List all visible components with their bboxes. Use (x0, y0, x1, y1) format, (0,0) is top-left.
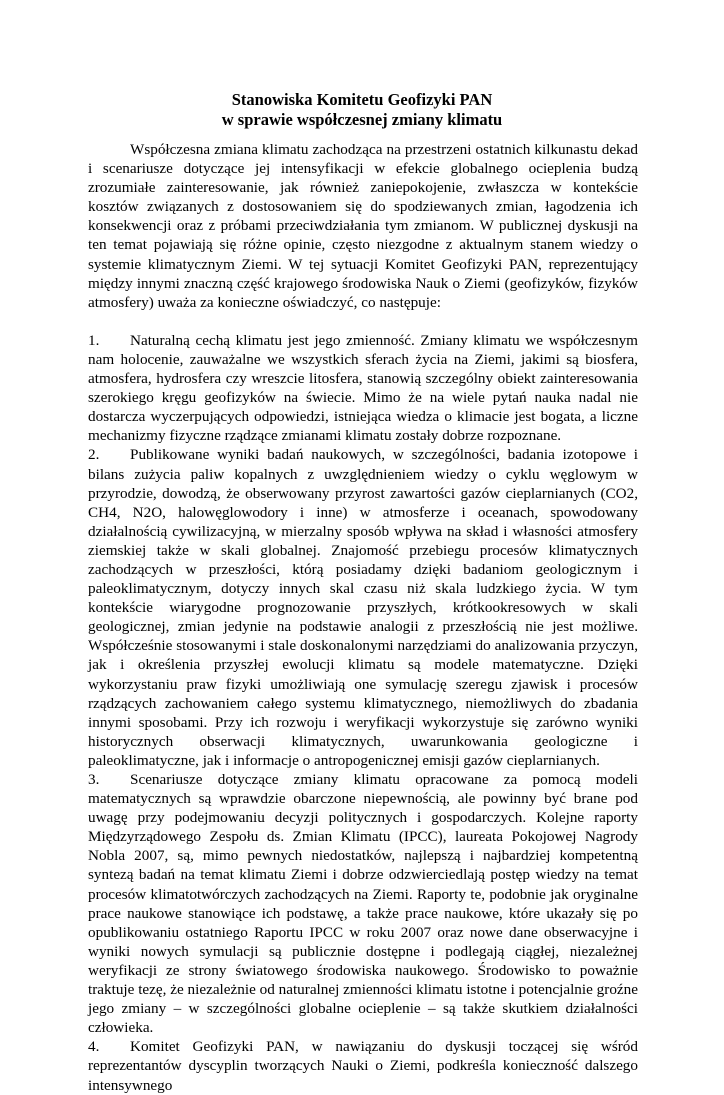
title-block (90, 90, 634, 130)
point-number: 4. (88, 1038, 100, 1056)
point-text: Komitet Geofizyki PAN, w nawiązaniu do dyskusji toczącej się wśród reprezentantów dyscyplin tworzących Nauki o Ziemi, podkreśla konieczność dalszego intensywnego (88, 1038, 638, 1094)
numbered-point-3 (88, 770, 638, 1037)
document-title: Stanowiska Komitetu Geofizyki PAN (231, 90, 493, 109)
intro-paragraph: Współczesna zmiana klimatu zachodząca na przestrzeni ostatnich kilkunastu dekad i scenariusze dotyczące jej intensyfikacji w efekcie globalnego ocieplenia budzą zrozumiałe zainteresowanie, jak również zaniepokojenie, zwłaszcza w kontekście kosztów związanych z dostosowaniem się do spodziewanych zmian, łagodzenia ich konsekwencji oraz z próbami przeciwdziałania tym zmianom. W publicznej dyskusji na ten temat pojawiają się różne opinie, często niezgodne z aktualnym stanem wiedzy o systemie klimatycznym Ziemi. W tej sytuacji Komitet Geofizyki PAN, reprezentujący między innymi znaczną część krajowego środowiska Nauk o Ziemi (geofizyków, fizyków atmosfery) uważa za konieczne oświadczyć, co następuje: (88, 141, 638, 311)
numbered-point-4 (88, 1037, 638, 1094)
point-text: Naturalną cechą klimatu jest jego zmienność. Zmiany klimatu we współczesnym nam holocenie, zauważalne we wszystkich sferach życia na Ziemi, jakimi są biosfera, atmosfera, hydrosfera czy wreszcie litosfera, stanowią szczególny obiekt zainteresowania szerokiego kręgu geofizyków na świecie. Mimo że na wiele pytań nauka nadal nie dostarcza wyczerpujących odpowiedzi, istniejąca wiedza o klimacie jest bogata, a liczne mechanizmy fizyczne rządzące zmianami klimatu zostały dobrze rozpoznane. (88, 331, 638, 445)
point-number: 1. (88, 331, 100, 349)
point-number: 3. (88, 771, 100, 788)
document-subtitle: w sprawie współczesnej zmiany klimatu (221, 110, 503, 129)
numbered-point-1 (88, 331, 638, 446)
numbered-point-2 (88, 445, 638, 770)
document-body (88, 140, 638, 1095)
point-number: 2. (88, 446, 100, 464)
point-text: Scenariusze dotyczące zmiany klimatu opracowane za pomocą modeli matematycznych są wprawdzie obarczone niepewnością, ale powinny być brane pod uwagę przy podejmowaniu decyzji politycznych i gospodarczych. Kolejne raporty Międzyrządowego Zespołu ds. Zmian Klimatu (IPCC), laureata Pokojowej Nagrody Nobla 2007, są, mimo pewnych niedostatków, najlepszą i najbardziej kompetentną syntezą badań na temat klimatu Ziemi i dobrze odzwierciedlają postęp wiedzy na temat procesów klimatotwórczych zachodzących na Ziemi. Raporty te, podobnie jak oryginalne prace naukowe stanowiące ich podstawę, a także prace naukowe, które ukazały się po opublikowaniu ostatniego Raportu IPCC w roku 2007 oraz nowe dane obserwacyjne i wyniki nowych symulacji są publicznie dostępne i podlegają ciągłej, niezależnej weryfikacji ze strony światowego środowiska naukowego. Środowisko to poważnie traktuje tezę, że niezależnie od naturalnej zmienności klimatu istotne i potencjalnie groźne jego zmiany – w szczególności globalne ocieplenie – są także skutkiem działalności człowieka. (88, 771, 638, 1037)
point-text: Publikowane wyniki badań naukowych, w szczególności, badania izotopowe i bilans zużycia paliw kopalnych z uwzględnieniem wiedzy o cyklu węglowym w przyrodzie, dowodzą, że obserwowany przyrost zawartości gazów cieplarnianych (CO2, CH4, N2O, halowęglowodory i inne) w atmosferze i oceanach, spowodowany działalnością cywilizacyjną, w mierzalny sposób wpływa na skład i własności atmosfery ziemskiej także w skali globalnej. Znajomość przebiegu procesów klimatycznych zachodzących w przeszłości, którą posiadamy dzięki badaniom geologicznym i paleoklimatycznym, dotyczy innych skal czasu niż skala ludzkiego życia. W tym kontekście wiarygodne prognozowanie przyszłych, krótkookresowych w skali geologicznej, zmian jedynie na podstawie analogii z przeszłością nie jest możliwe. Współcześnie stosowanymi i stale doskonalonymi narzędziami do analizowania przyczyn, jak i określenia przyszłej ewolucji klimatu są modele matematyczne. Dzięki wykorzystaniu praw fizyki umożliwiają one symulację szeregu zjawisk i procesów rządzących zachowaniem całego systemu klimatycznego, niemożliwych do zbadania innymi sposobami. Przy ich rozwoju i weryfikacji wykorzystuje się zarówno wyniki historycznych obserwacji klimatycznych, uwarunkowania geologiczne i paleoklimatyczne, jak i informacje o antropogenicznej emisji gazów cieplarnianych. (88, 446, 638, 769)
